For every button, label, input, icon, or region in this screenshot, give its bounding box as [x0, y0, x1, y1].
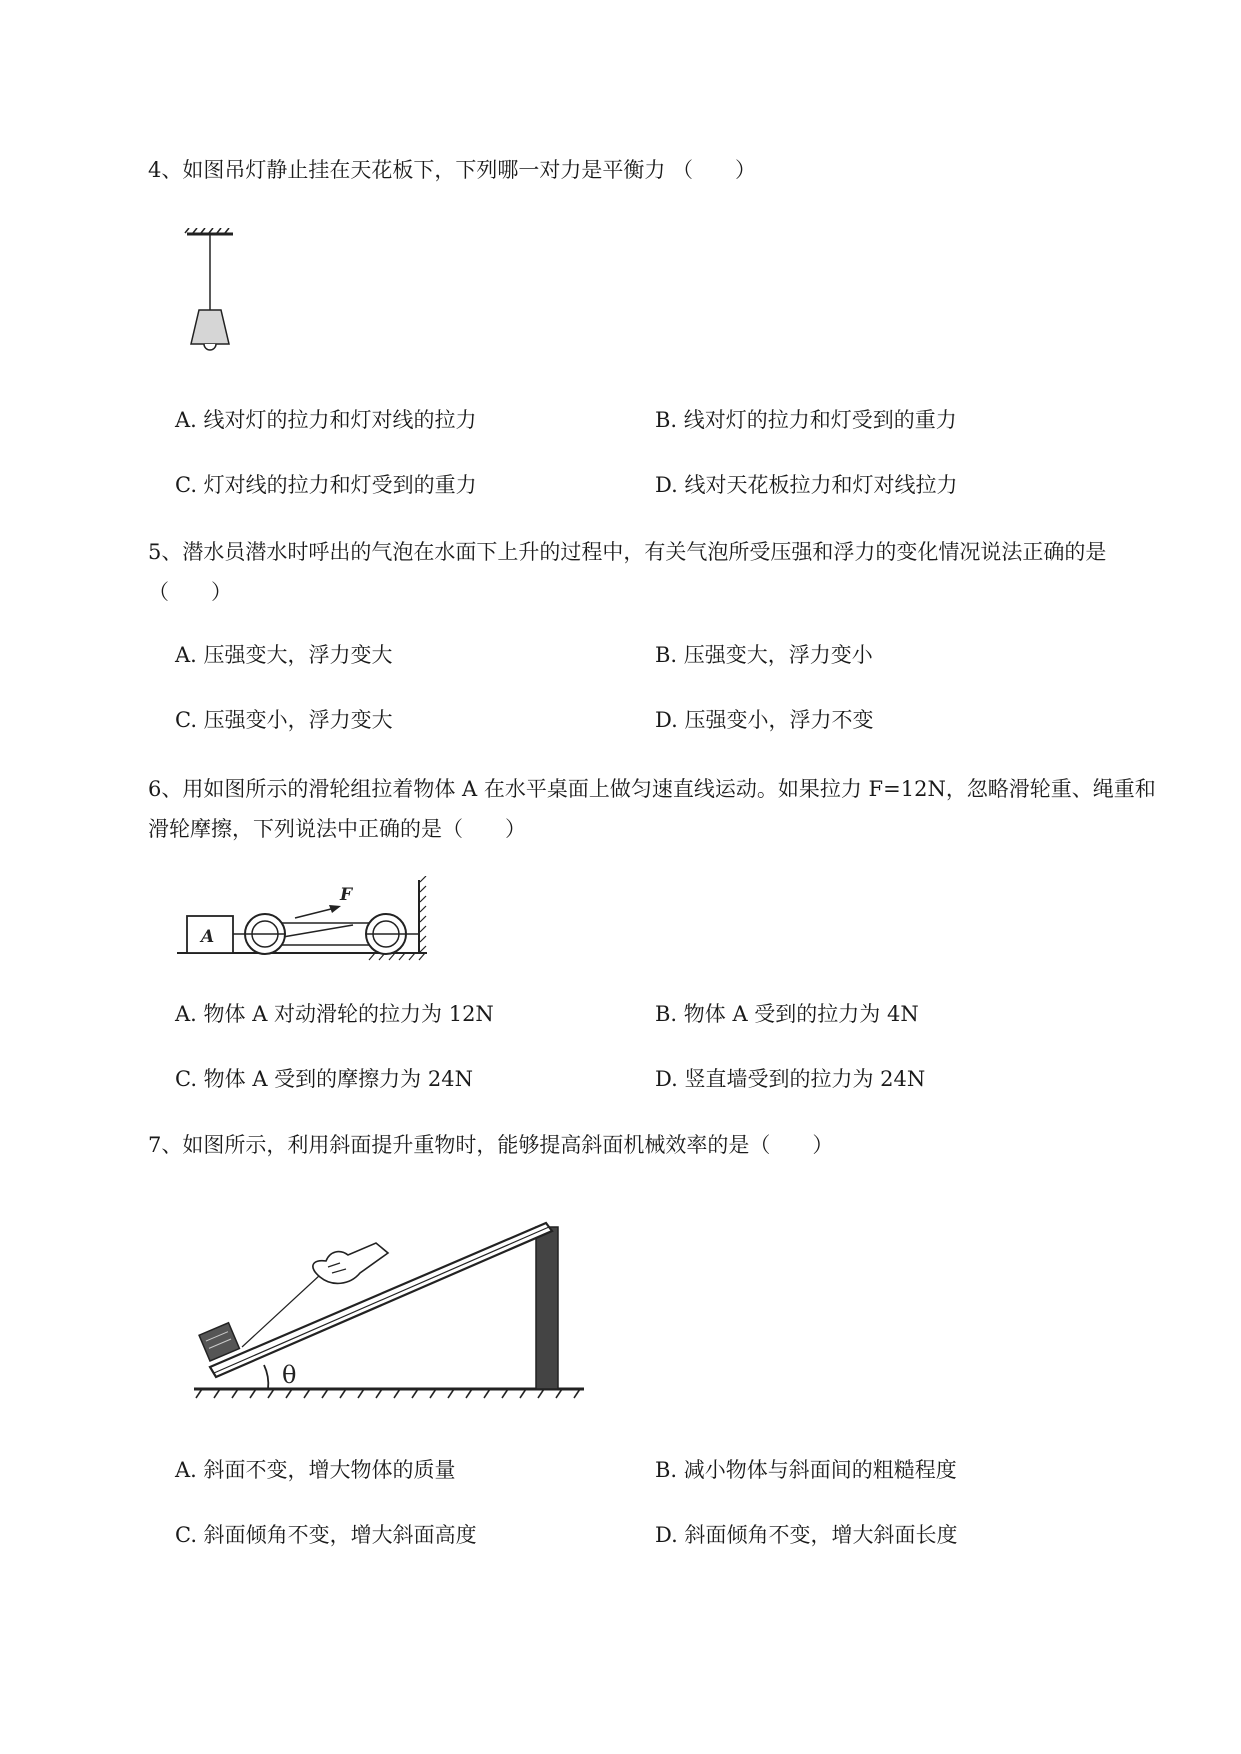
q7-option-a: A. 斜面不变，增大物体的质量 [175, 1458, 456, 1482]
q6-option-a: A. 物体 A 对动滑轮的拉力为 12N [175, 1002, 494, 1026]
hanging-lamp-figure [175, 228, 245, 358]
q4-option-b: B. 线对灯的拉力和灯受到的重力 [655, 408, 957, 432]
q7-option-c: C. 斜面倾角不变，增大斜面高度 [175, 1523, 477, 1547]
question-4-stem: 4、如图吊灯静止挂在天花板下，下列哪一对力是平衡力 （ ） [148, 158, 757, 182]
q5-option-b: B. 压强变大，浮力变小 [655, 643, 873, 667]
q4-option-d: D. 线对天花板拉力和灯对线拉力 [655, 473, 958, 497]
q5-option-d: D. 压强变小，浮力不变 [655, 708, 874, 732]
pulley-system-figure [175, 876, 440, 962]
question-6-stem: 6、用如图所示的滑轮组拉着物体 A 在水平桌面上做匀速直线运动。如果拉力 F=12N，忽略滑轮重、绳重和滑轮摩擦，下列说法中正确的是（ ） [148, 777, 1156, 841]
inclined-plane-figure [190, 1215, 590, 1415]
q6-option-b: B. 物体 A 受到的拉力为 4N [655, 1002, 919, 1026]
q4-option-c: C. 灯对线的拉力和灯受到的重力 [175, 473, 477, 497]
q7-option-d: D. 斜面倾角不变，增大斜面长度 [655, 1523, 958, 1547]
q5-option-a: A. 压强变大，浮力变大 [175, 643, 393, 667]
question-5-stem: 5、潜水员潜水时呼出的气泡在水面下上升的过程中，有关气泡所受压强和浮力的变化情况说法正确的是（ ） [148, 540, 1107, 604]
block-a-label: A [201, 927, 215, 947]
force-f-label: F [340, 885, 353, 905]
theta-label: θ [282, 1361, 297, 1389]
q6-option-d: D. 竖直墙受到的拉力为 24N [655, 1067, 926, 1091]
q5-option-c: C. 压强变小，浮力变大 [175, 708, 393, 732]
q7-option-b: B. 减小物体与斜面间的粗糙程度 [655, 1458, 957, 1482]
q4-option-a: A. 线对灯的拉力和灯对线的拉力 [175, 408, 477, 432]
q6-option-c: C. 物体 A 受到的摩擦力为 24N [175, 1067, 473, 1091]
question-7-stem: 7、如图所示，利用斜面提升重物时，能够提高斜面机械效率的是（ ） [148, 1133, 834, 1157]
